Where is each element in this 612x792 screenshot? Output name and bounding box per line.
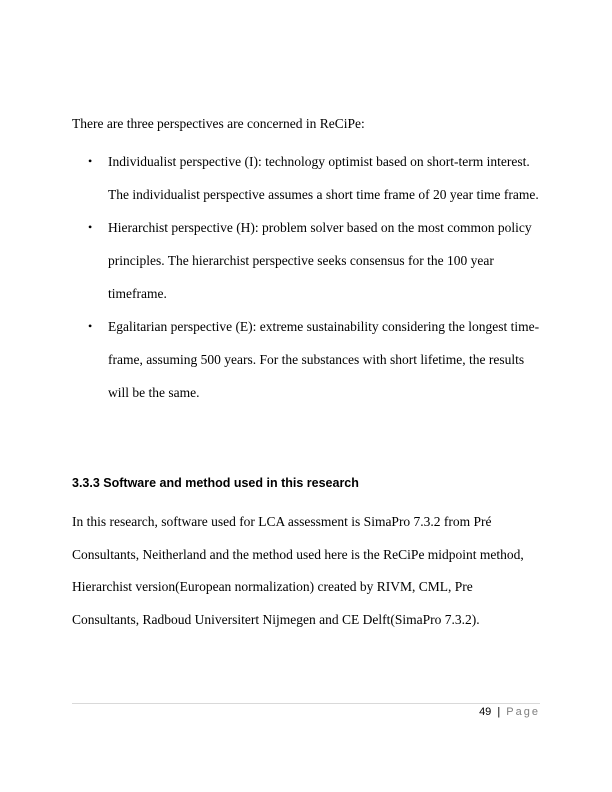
- bullet-icon: •: [88, 319, 93, 333]
- page-number: 49: [479, 706, 492, 718]
- list-item: [72, 310, 542, 409]
- list-item-text: Hierarchist perspective (H): problem solver based on the most common policy principles. The hierarchist perspective seeks consensus for the 100 year timeframe.: [108, 220, 532, 301]
- footer-divider: [72, 703, 540, 704]
- bullet-icon: •: [88, 220, 93, 234]
- list-item: [72, 211, 542, 310]
- intro-text: There are three perspectives are concerned in ReCiPe:: [72, 116, 365, 131]
- list-item-text: Egalitarian perspective (E): extreme sustainability considering the longest time-frame, assuming 500 years. For the substances with short lifetime, the results will be the same.: [108, 319, 540, 400]
- perspectives-list: [72, 145, 542, 409]
- bullet-icon: •: [88, 154, 93, 168]
- list-item: [72, 145, 542, 211]
- footer-separator: |: [497, 706, 501, 718]
- section-heading: 3.3.3 Software and method used in this research: [72, 476, 359, 490]
- section-paragraph: In this research, software used for LCA assessment is SimaPro 7.3.2 from Pré Consultants, Neitherland and the method used here is the ReCiPe midpoint method, Hierarchist version(European normalization) created by RIVM, CML, Pre Consultants, Radboud Universitert Nijmegen and CE Delft(SimaPro 7.3.2).: [72, 514, 524, 627]
- page-label: Page: [506, 706, 540, 718]
- list-item-text: Individualist perspective (I): technology optimist based on short-term interest. The individualist perspective assumes a short time frame of 20 year time frame.: [108, 154, 539, 202]
- page-footer: [479, 706, 540, 718]
